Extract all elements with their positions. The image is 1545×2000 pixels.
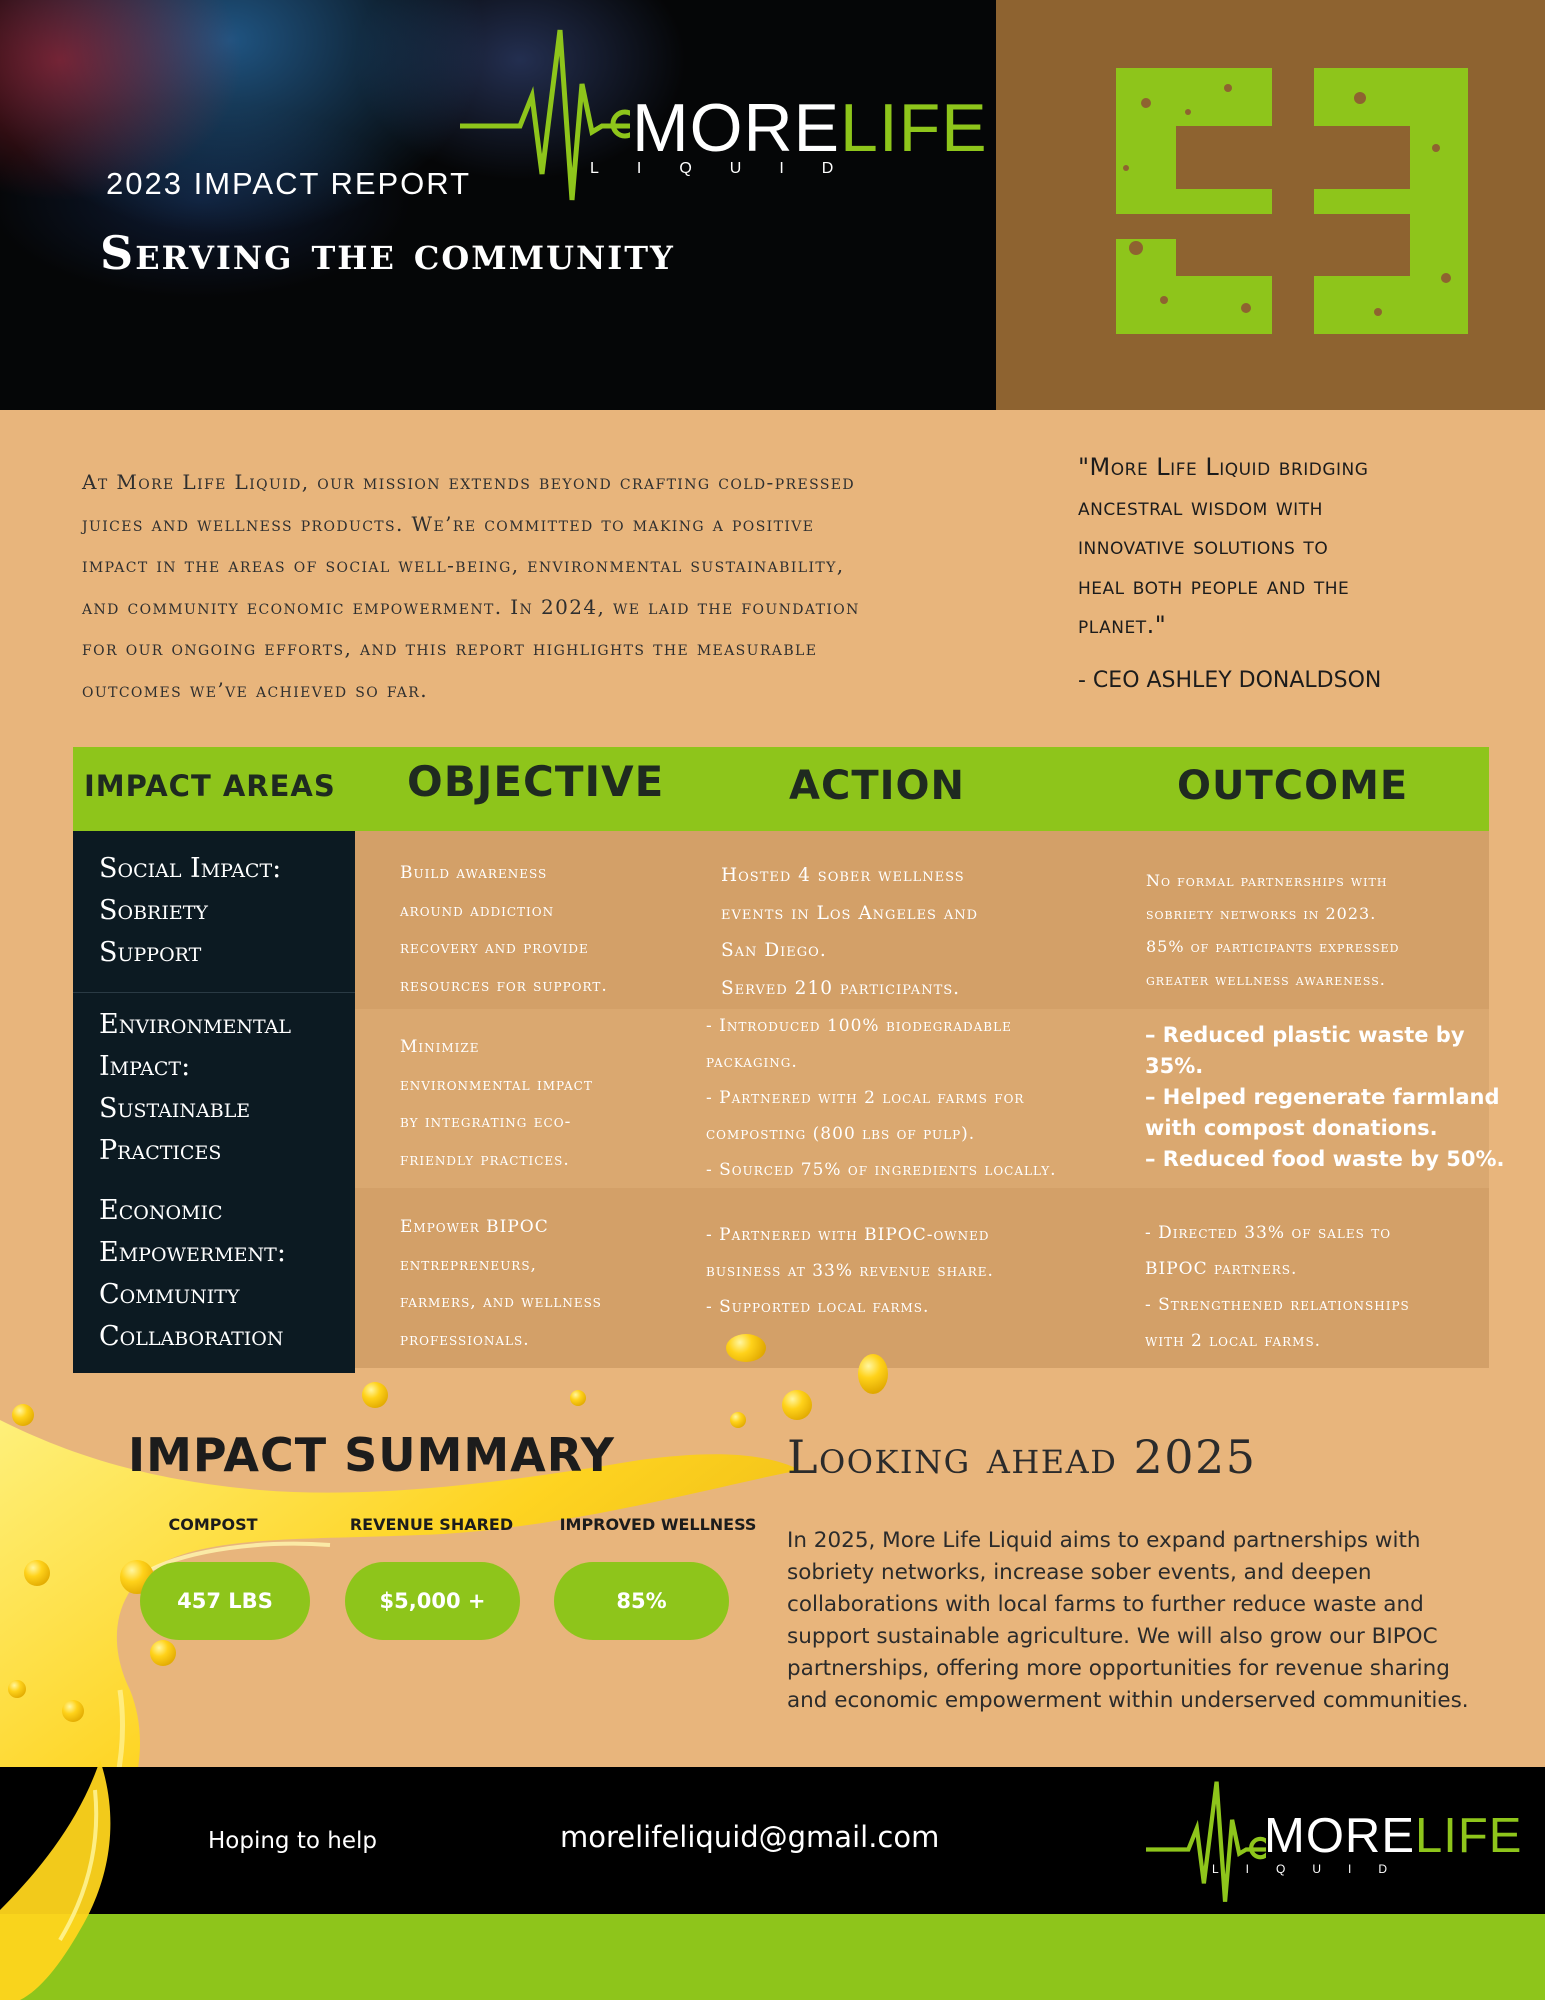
logo-more-text: MORE	[1264, 1809, 1415, 1863]
intro-line: and community economic empowerment. In 2024, we laid the foundation	[82, 594, 860, 619]
header-logo-subtext: LIQUID	[590, 160, 872, 177]
footer-heartbeat-logo-icon	[1146, 1776, 1266, 1906]
area-line: Empowerment:	[99, 1237, 286, 1268]
juice-drop-icon	[730, 1412, 746, 1428]
objective-cell-economic	[400, 1209, 602, 1359]
cell-line: professionals.	[400, 1329, 530, 1350]
cell-line: farmers, and wellness	[400, 1292, 602, 1312]
impact-summary-title: IMPACT SUMMARY	[128, 1428, 615, 1482]
juice-drop-icon	[570, 1390, 586, 1406]
cell-line: – Reduced plastic waste by	[1145, 1023, 1465, 1047]
footer-logo-subtext: LIQUID	[1212, 1862, 1415, 1876]
area-line: Support	[99, 937, 202, 968]
ahead-line: In 2025, More Life Liquid aims to expand partnerships with	[787, 1528, 1421, 1553]
juice-splash-tail	[0, 1760, 140, 2000]
quote-line: innovative solutions to	[1078, 532, 1329, 560]
ahead-line: sobriety networks, increase sober events, and deepen	[787, 1560, 1372, 1585]
header-logo-wordmark	[632, 90, 988, 166]
metric-value-compost: 457 LBS	[140, 1562, 310, 1640]
area-line: Impact:	[99, 1051, 191, 1082]
ceo-quote	[1078, 448, 1498, 646]
header-outcome: OUTCOME	[1177, 763, 1409, 809]
impact-table-header	[73, 747, 1489, 831]
cell-line: Hosted 4 sober wellness	[721, 865, 965, 886]
cell-line: by integrating eco-	[400, 1112, 572, 1132]
intro-line: juices and wellness products. We’re committed to making a positive	[82, 511, 815, 536]
objective-cell-environmental	[400, 1029, 593, 1179]
area-label-environmental	[99, 1004, 291, 1172]
outcome-cell-social	[1146, 864, 1399, 996]
cell-line: events in Los Angeles and	[721, 902, 979, 924]
cell-line: Served 210 participants.	[721, 977, 961, 999]
cell-line: environmental impact	[400, 1074, 593, 1095]
outcome-cell-environmental	[1145, 1020, 1505, 1175]
quote-line: ancestral wisdom with	[1078, 492, 1323, 521]
cell-line: – Reduced food waste by 50%.	[1145, 1147, 1505, 1171]
page-title: Serving the community	[100, 226, 675, 280]
area-line: Collaboration	[99, 1321, 284, 1352]
logo-life-text: LIFE	[1415, 1809, 1523, 1863]
intro-paragraph	[82, 462, 1002, 711]
metric-value-revenue: $5,000 +	[345, 1562, 520, 1640]
cell-line: San Diego.	[721, 940, 827, 961]
logo-more-text: MORE	[632, 90, 840, 166]
juice-drop-icon	[362, 1382, 388, 1408]
area-line: Sobriety	[99, 895, 208, 926]
footer-tagline: Hoping to help	[208, 1828, 377, 1854]
cell-line: Minimize	[400, 1037, 480, 1057]
cell-line: - Sourced 75% of ingredients locally.	[706, 1160, 1057, 1180]
header-impact-areas: IMPACT AREAS	[84, 769, 336, 803]
e3-stencil-icon	[1116, 68, 1470, 338]
area-line: Community	[99, 1279, 240, 1310]
quote-line: "More Life Liquid bridging	[1078, 453, 1369, 481]
outcome-cell-economic	[1145, 1215, 1410, 1359]
cell-line: BIPOC partners.	[1145, 1259, 1298, 1279]
cell-line: business at 33% revenue share.	[706, 1261, 994, 1281]
cell-line: - Strengthened relationships	[1145, 1295, 1410, 1315]
cell-line: - Partnered with 2 local farms for	[706, 1088, 1025, 1108]
cell-line: recovery and provide	[400, 938, 589, 958]
cell-line: composting (800 lbs of pulp).	[706, 1124, 976, 1144]
cell-line: packaging.	[706, 1052, 798, 1072]
footer-logo-wordmark	[1264, 1809, 1523, 1863]
area-label-economic	[99, 1190, 286, 1358]
cell-line: friendly practices.	[400, 1149, 570, 1170]
ahead-line: support sustainable agriculture. We will also grow our BIPOC	[787, 1624, 1438, 1649]
cell-line: around addiction	[400, 900, 555, 921]
metric-label-wellness: IMPROVED WELLNESS	[559, 1515, 757, 1534]
cell-line: - Supported local farms.	[706, 1297, 930, 1317]
ahead-line: and economic empowerment within underserved communities.	[787, 1688, 1469, 1713]
cell-line: sobriety networks in 2023.	[1146, 904, 1377, 923]
juice-drop-icon	[726, 1334, 766, 1362]
quote-attribution: - CEO ASHLEY DONALDSON	[1078, 668, 1382, 693]
logo-life-text: LIFE	[840, 90, 988, 166]
cell-line: resources for support.	[400, 975, 608, 996]
cell-line: Empower BIPOC	[400, 1217, 549, 1237]
quote-line: planet."	[1078, 611, 1167, 639]
juice-drop-icon	[12, 1404, 34, 1426]
intro-line: outcomes we’ve achieved so far.	[82, 677, 428, 702]
report-label: 2023 IMPACT REPORT	[106, 166, 472, 201]
metric-label-compost: COMPOST	[168, 1515, 258, 1534]
cell-line: with 2 local farms.	[1145, 1331, 1322, 1351]
looking-ahead-paragraph	[787, 1525, 1507, 1717]
metric-label-revenue: REVENUE SHARED	[349, 1515, 514, 1534]
juice-drop-icon	[782, 1390, 812, 1420]
cell-line: - Directed 33% of sales to	[1145, 1223, 1392, 1243]
cell-line: No formal partnerships with	[1146, 871, 1388, 890]
looking-ahead-title: Looking ahead 2025	[787, 1430, 1257, 1484]
cell-line: with compost donations.	[1145, 1116, 1438, 1140]
area-line: Environmental	[99, 1009, 291, 1040]
ahead-line: collaborations with local farms to further reduce waste and	[787, 1592, 1424, 1617]
cell-line: - Partnered with BIPOC-owned	[706, 1225, 990, 1245]
ahead-line: partnerships, offering more opportunities for revenue sharing	[787, 1656, 1450, 1681]
juice-drop-icon	[8, 1680, 26, 1698]
metric-value-wellness: 85%	[554, 1562, 729, 1640]
cell-line: – Helped regenerate farmland	[1145, 1085, 1500, 1109]
cell-line: 85% of participants expressed	[1146, 937, 1400, 956]
footer-accent-strip	[0, 1914, 1545, 2000]
header-objective: OBJECTIVE	[407, 757, 665, 806]
action-cell-economic	[706, 1217, 994, 1325]
juice-drop-icon	[150, 1640, 176, 1666]
area-line: Practices	[99, 1135, 222, 1166]
juice-drop-icon	[858, 1354, 888, 1394]
action-cell-environmental	[706, 1008, 1057, 1188]
cell-line: greater wellness awareness.	[1146, 970, 1386, 989]
intro-line: At More Life Liquid, our mission extends beyond crafting cold-pressed	[82, 470, 856, 494]
cell-line: Build awareness	[400, 863, 548, 883]
cell-line: - Introduced 100% biodegradable	[706, 1016, 1012, 1036]
juice-drop-icon	[24, 1560, 50, 1586]
action-cell-social	[721, 857, 978, 1007]
cell-line: entrepreneurs,	[400, 1254, 537, 1275]
intro-line: impact in the areas of social well-being, environmental sustainability,	[82, 553, 845, 577]
quote-line: heal both people and the	[1078, 571, 1350, 600]
row-divider	[73, 992, 355, 993]
footer-email-link[interactable]: morelifeliquid@gmail.com	[560, 1820, 940, 1854]
header-action: ACTION	[789, 763, 965, 809]
area-line: Economic	[99, 1195, 223, 1226]
area-line: Social Impact:	[99, 853, 282, 884]
area-line: Sustainable	[99, 1093, 251, 1124]
cell-line: 35%.	[1145, 1054, 1204, 1078]
area-label-social	[99, 848, 281, 974]
juice-drop-icon	[62, 1700, 84, 1722]
objective-cell-social	[400, 855, 608, 1005]
intro-line: for our ongoing efforts, and this report highlights the measurable	[82, 636, 818, 660]
